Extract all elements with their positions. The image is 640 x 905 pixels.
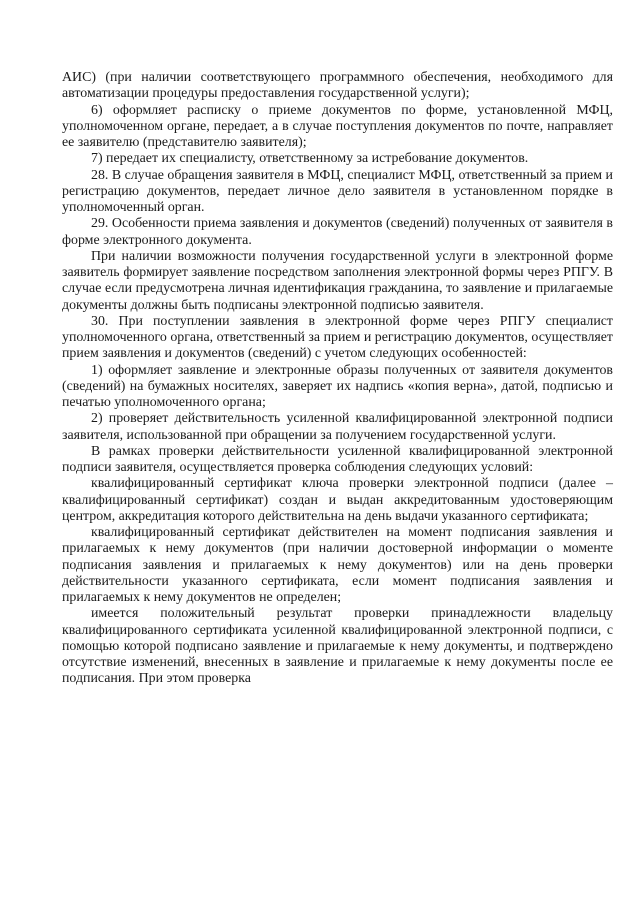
- paragraph-ais-continuation: АИС) (при наличии соответствующего программного обеспечения, необходимого для автоматизации процедуры предоставления государственной услуги);: [62, 70, 613, 102]
- paragraph-electronic-form: При наличии возможности получения государственной услуги в электронной форме заявитель формирует заявление посредством заполнения электронной формы через РПГУ. В случае если предусмотрена личная идентификация гражданина, то заявление и прилагаемые документы должны быть подписаны электронной подписью заявителя.: [62, 248, 613, 313]
- paragraph-verification-conditions: В рамках проверки действительности усиленной квалифицированной электронной подписи заявителя, осуществляется проверка соблюдения следующих условий:: [62, 443, 613, 475]
- paragraph-condition-certificate-valid: квалифицированный сертификат действителен на момент подписания заявления и прилагаемых к нему документов (при наличии достоверной информации о моменте подписания заявления и прилагаемых к нему документов) или на день проверки действительности указанного сертификата, если момент подписания заявления и прилагаемых к нему документов не определен;: [62, 525, 613, 605]
- paragraph-condition-ownership-check: имеется положительный результат проверки принадлежности владельцу квалифицированного сертификата усиленной квалифицированной электронной подписи, с помощью которой подписано заявление и прилагаемые к нему документы, и подтверждено отсутствие изменений, внесенных в заявление и прилагаемые к нему документы после ее подписания. При этом проверка: [62, 606, 613, 687]
- paragraph-condition-certificate-issued: квалифицированный сертификат ключа проверки электронной подписи (далее – квалифицированный сертификат) создан и выдан аккредитованным удостоверяющим центром, аккредитация которого действительна на день выдачи указанного сертификата;: [62, 476, 613, 524]
- paragraph-item-7: 7) передает их специалисту, ответственному за истребование документов.: [91, 151, 529, 167]
- paragraph-item-1: 1) оформляет заявление и электронные образы полученных от заявителя документов (сведений) на бумажных носителях, заверяет их надпись «копия верна», датой, подписью и печатью уполномоченного органа;: [62, 362, 613, 410]
- paragraph-item-2: 2) проверяет действительность усиленной квалифицированной электронной подписи заявителя, использованной при обращении за получением государственной услуги.: [62, 411, 613, 443]
- document-page: [62, 70, 613, 688]
- paragraph-section-29: 29. Особенности приема заявления и документов (сведений) полученных от заявителя в форме электронного документа.: [62, 216, 613, 248]
- paragraph-section-30: 30. При поступлении заявления в электронной форме через РПГУ специалист уполномоченного органа, ответственный за прием и регистрацию документов, осуществляет прием заявления и документов (сведений) с учетом следующих особенностей:: [62, 313, 613, 362]
- paragraph-section-28: 28. В случае обращения заявителя в МФЦ, специалист МФЦ, ответственный за прием и регистрацию документов, передает личное дело заявителя в установленном порядке в уполномоченный орган.: [62, 167, 613, 215]
- paragraph-item-6: 6) оформляет расписку о приеме документов по форме, установленной МФЦ, уполномоченном органе, передает, а в случае поступления документов по почте, направляет ее заявителю (представителю заявителя);: [62, 102, 613, 150]
